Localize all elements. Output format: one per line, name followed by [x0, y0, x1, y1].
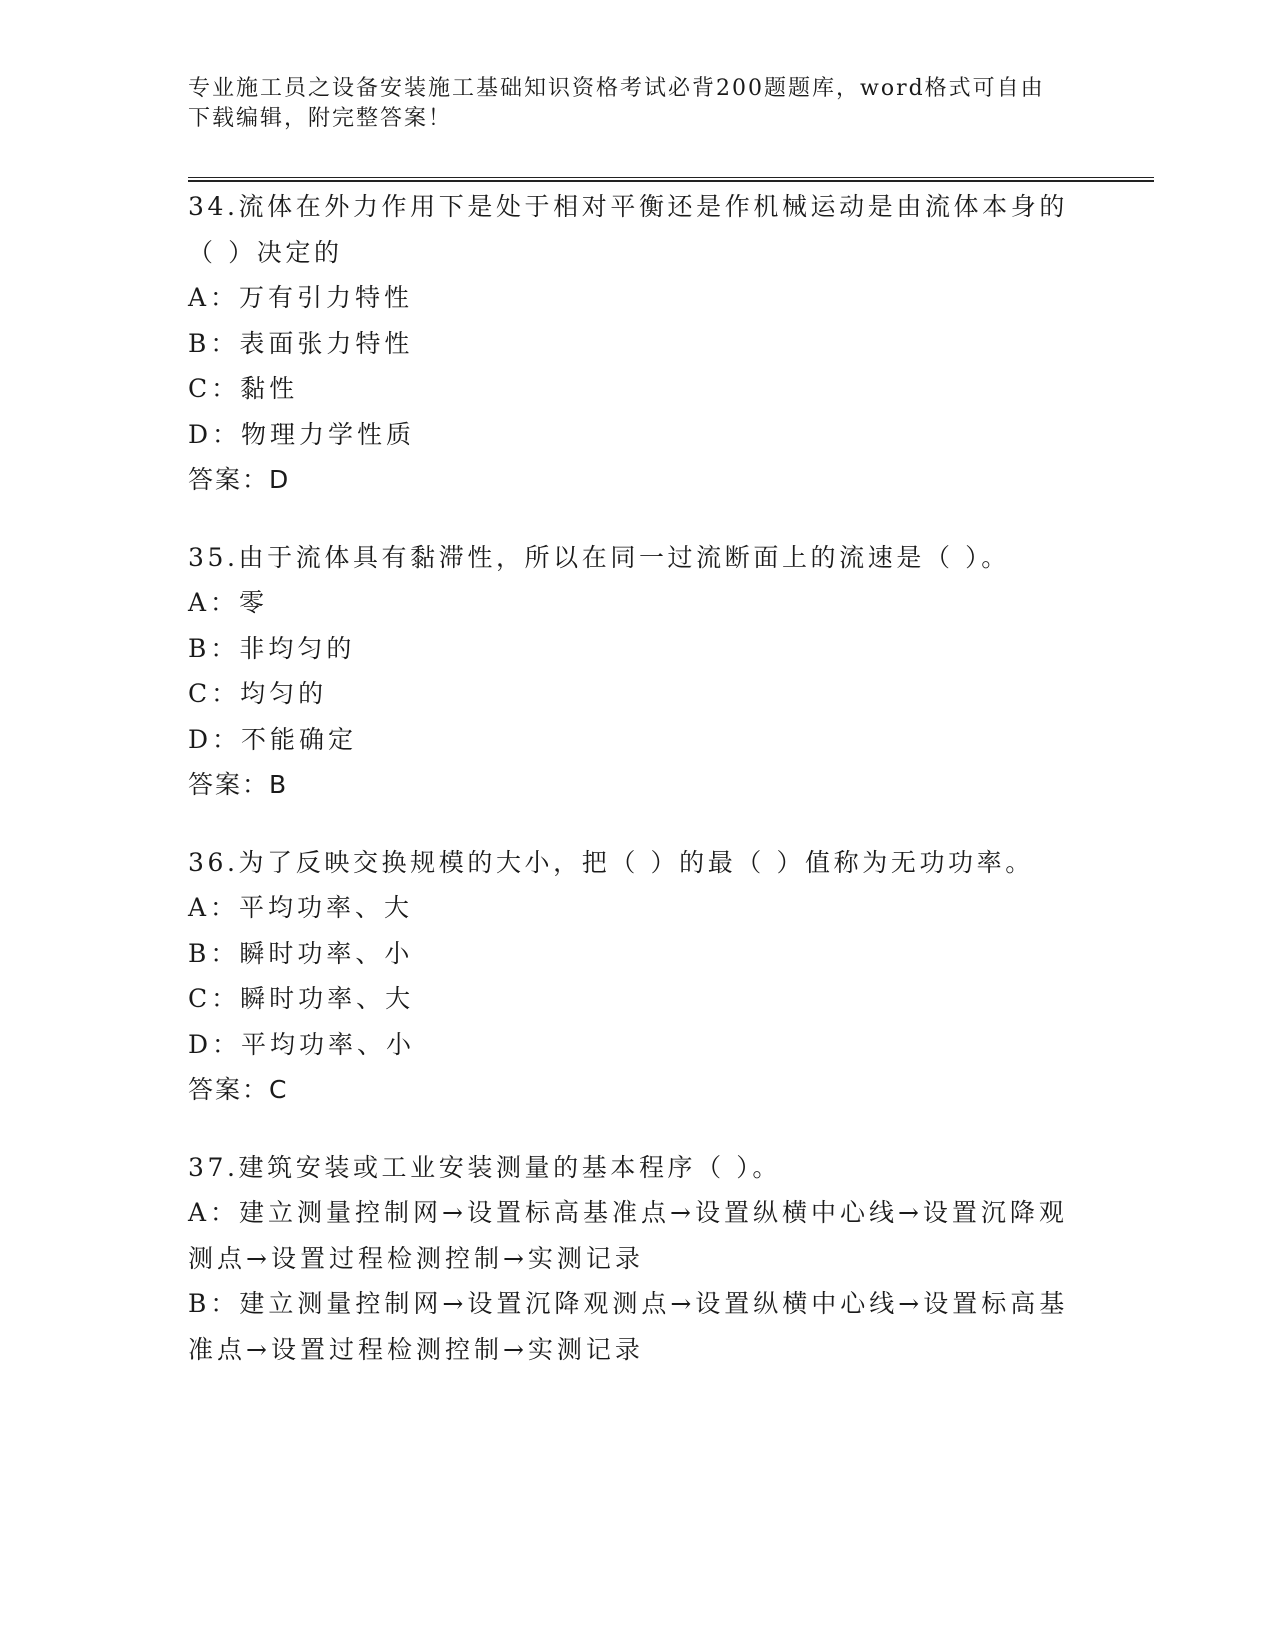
- option-d: D：物理力学性质: [188, 419, 416, 449]
- option-c: C：均匀的: [188, 679, 328, 708]
- question-list: [188, 184, 1088, 1404]
- option-a: A：建立测量控制网→设置标高基准点→设置纵横中心线→设置沉降观测点→设置过程检测控制→实测记录: [188, 1198, 1068, 1273]
- option-b: B：表面张力特性: [188, 328, 414, 358]
- option-d: D：不能确定: [188, 724, 358, 754]
- header-rule-thick: [188, 180, 1154, 182]
- option-a: A：零: [188, 588, 269, 617]
- document-header: 专业施工员之设备安装施工基础知识资格考试必背200题题库，word格式可自由下载编辑，附完整答案！: [188, 76, 1045, 131]
- answer-line: 答案：C: [188, 1075, 289, 1104]
- option-b: B：建立测量控制网→设置沉降观测点→设置纵横中心线→设置标高基准点→设置过程检测控制→实测记录: [188, 1289, 1069, 1364]
- question-stem: 36.为了反映交换规模的大小，把（ ）的最（ ）值称为无功功率。: [188, 847, 1034, 877]
- option-c: C：瞬时功率、大: [188, 984, 415, 1013]
- question-37: [188, 1145, 1088, 1373]
- header-rule-thin: [188, 177, 1154, 178]
- answer-line: 答案：D: [188, 465, 291, 494]
- option-a: A：万有引力特性: [188, 283, 414, 312]
- option-b: B：非均匀的: [188, 633, 356, 663]
- option-b: B：瞬时功率、小: [188, 938, 414, 968]
- question-stem: 37.建筑安装或工业安装测量的基本程序（ ）。: [188, 1152, 782, 1182]
- answer-line: 答案：B: [188, 770, 289, 799]
- option-a: A：平均功率、大: [188, 893, 414, 922]
- option-d: D：平均功率、小: [188, 1029, 416, 1059]
- question-stem: 35.由于流体具有黏滞性，所以在同一过流断面上的流速是（ ）。: [188, 542, 1010, 572]
- question-36: [188, 840, 1088, 1113]
- option-c: C：黏性: [188, 374, 299, 403]
- question-stem: 34.流体在外力作用下是处于相对平衡还是作机械运动是由流体本身的（ ）决定的: [188, 192, 1068, 267]
- question-34: [188, 184, 1088, 503]
- question-35: [188, 535, 1088, 808]
